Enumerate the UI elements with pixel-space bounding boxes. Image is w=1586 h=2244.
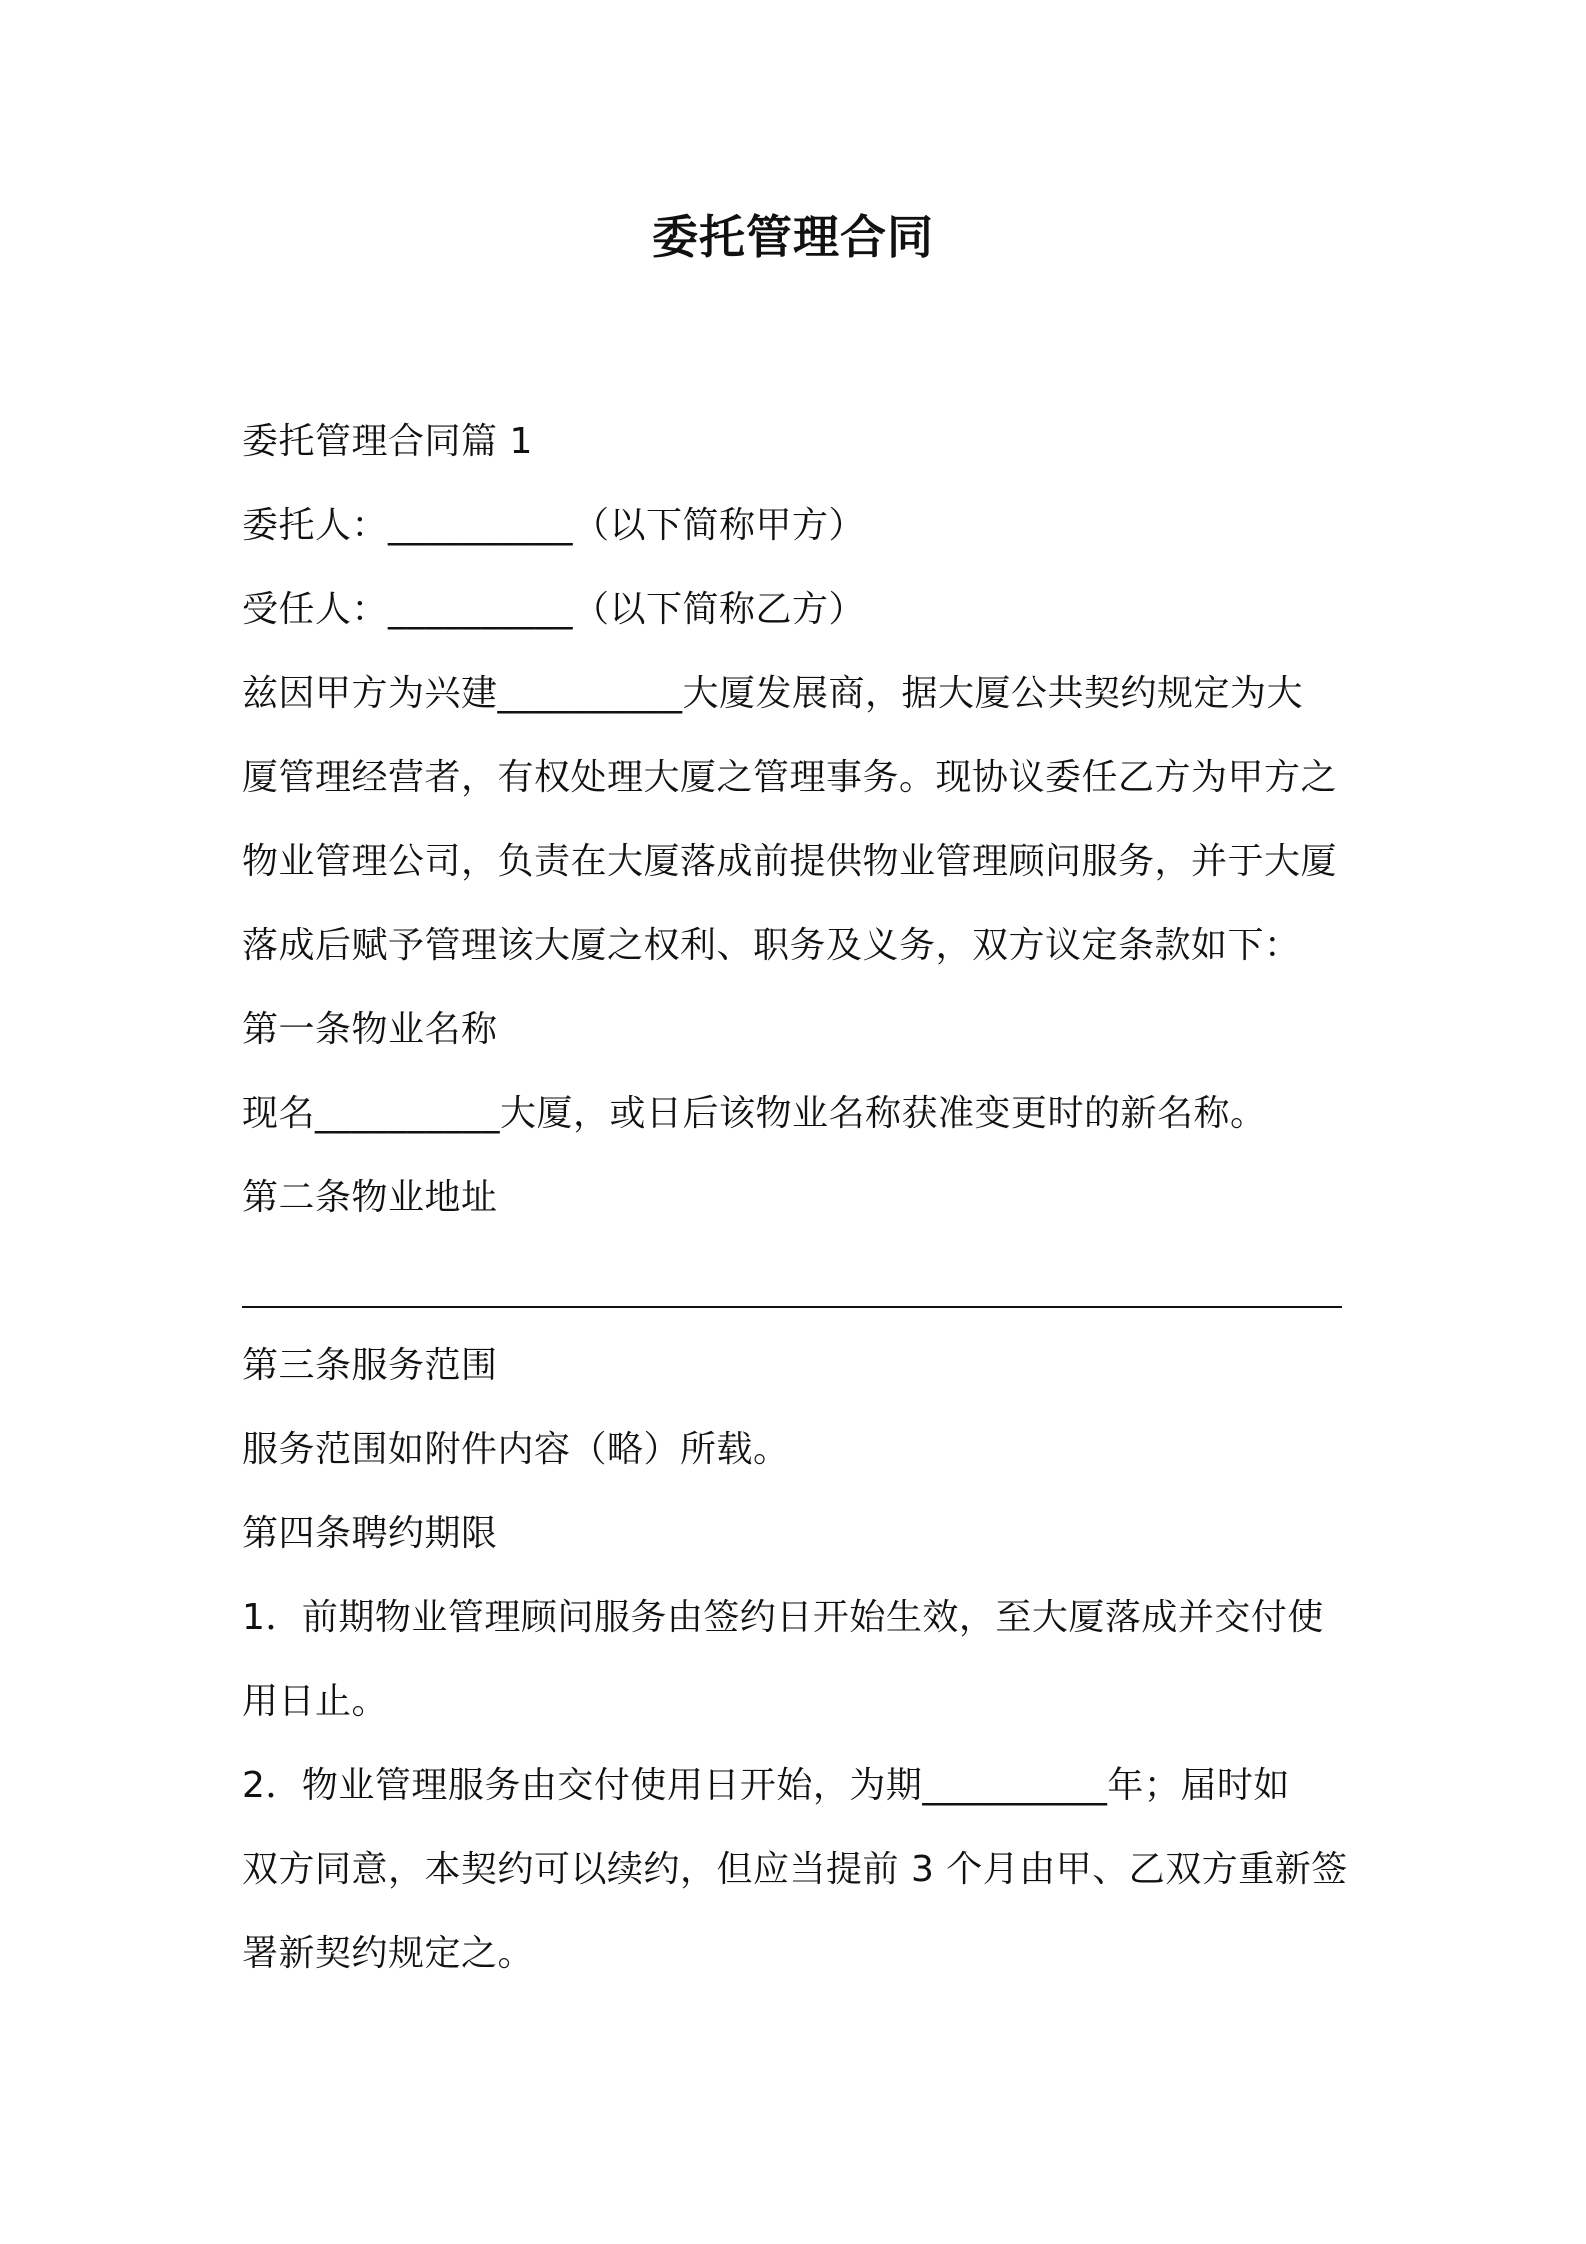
paragraph-line: 现名__________大厦，或日后该物业名称获准变更时的新名称。 (242, 1093, 1267, 1134)
document-title: 委托管理合同 (652, 210, 934, 264)
principal-line: 委托人：__________（以下简称甲方） (242, 505, 866, 546)
section-heading: 委托管理合同篇 1 (242, 421, 533, 462)
article-heading: 第二条物业地址 (242, 1177, 498, 1218)
paragraph-line: 厦管理经营者，有权处理大厦之管理事务。现协议委任乙方为甲方之 (242, 757, 1338, 798)
document-body (242, 400, 1362, 1996)
article-heading: 第三条服务范围 (242, 1345, 498, 1386)
address-blank-line (242, 1240, 1362, 1324)
paragraph-line: 落成后赋予管理该大厦之权利、职务及义务，双方议定条款如下： (242, 925, 1301, 966)
paragraph-line: 署新契约规定之。 (242, 1933, 535, 1974)
paragraph-line: 2．物业管理服务由交付使用日开始，为期__________年；届时如 (242, 1765, 1290, 1806)
paragraph-line: 兹因甲方为兴建__________大厦发展商，据大厦公共契约规定为大 (242, 673, 1304, 714)
paragraph-line: 物业管理公司，负责在大厦落成前提供物业管理顾问服务，并于大厦 (242, 841, 1338, 882)
article-heading: 第四条聘约期限 (242, 1513, 498, 1554)
paragraph-line: 服务范围如附件内容（略）所载。 (242, 1429, 790, 1470)
paragraph-line: 用日止。 (242, 1681, 389, 1722)
paragraph-line: 双方同意，本契约可以续约，但应当提前 3 个月由甲、乙双方重新签 (242, 1849, 1348, 1890)
agent-line: 受任人：__________（以下简称乙方） (242, 589, 866, 630)
article-heading: 第一条物业名称 (242, 1009, 498, 1050)
blank-underline (242, 1306, 1342, 1308)
paragraph-line: 1．前期物业管理顾问服务由签约日开始生效，至大厦落成并交付使 (242, 1597, 1324, 1638)
